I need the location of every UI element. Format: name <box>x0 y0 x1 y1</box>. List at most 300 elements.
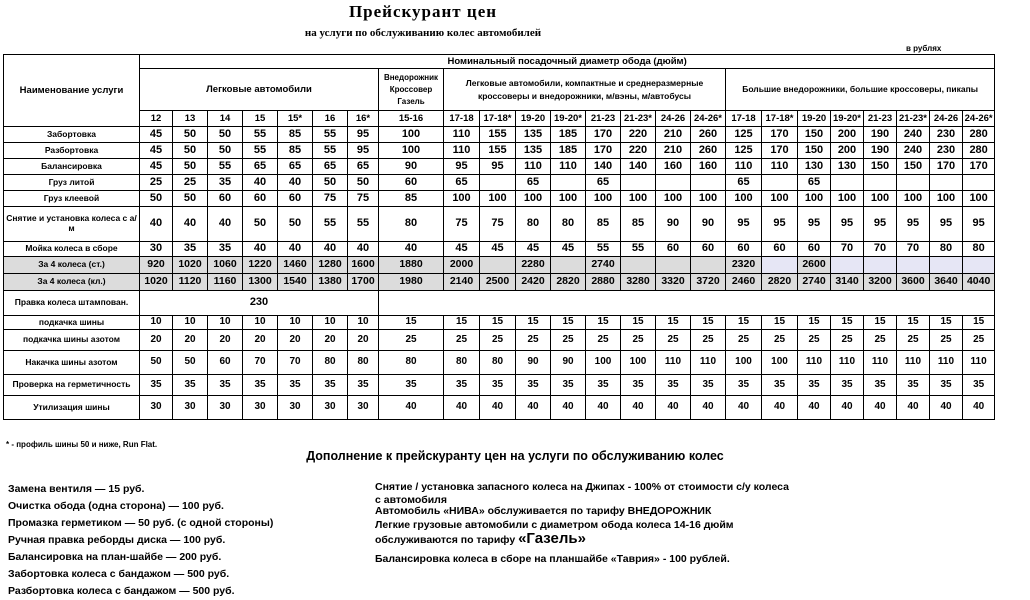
table-cell: 55 <box>621 242 656 257</box>
table-cell <box>831 257 864 274</box>
row-label: Балансировка <box>4 159 140 175</box>
table-cell: 60 <box>691 242 726 257</box>
table-cell: 1020 <box>173 257 208 274</box>
size-header-cell: 17-18* <box>480 111 516 127</box>
table-cell: 90 <box>379 159 444 175</box>
table-cell: 185 <box>551 143 586 159</box>
table-cell: 35 <box>656 375 691 396</box>
table-cell: 35 <box>444 375 480 396</box>
row-label: Утилизация шины <box>4 396 140 420</box>
table-cell: 35 <box>173 375 208 396</box>
table-row <box>4 351 995 375</box>
table-cell: 230 <box>930 127 963 143</box>
table-cell: 30 <box>208 396 243 420</box>
table-cell: 50 <box>140 351 173 375</box>
table-cell: 95 <box>897 207 930 242</box>
size-header-cell: 21-23* <box>621 111 656 127</box>
table-cell: 95 <box>444 159 480 175</box>
gazel-tariff: «Газель» <box>518 530 586 547</box>
table-cell: 100 <box>726 191 762 207</box>
table-cell: 100 <box>656 191 691 207</box>
table-cell: 130 <box>831 159 864 175</box>
table-cell: 160 <box>656 159 691 175</box>
addendum-right-list <box>375 481 795 568</box>
table-cell: 2140 <box>444 274 480 291</box>
table-cell: 1020 <box>140 274 173 291</box>
size-row <box>4 111 995 127</box>
price-table <box>3 54 995 420</box>
addendum-title: Дополнение к прейскуранту цен на услуги по обслуживанию колес <box>306 449 724 463</box>
table-cell: 20 <box>173 330 208 351</box>
table-cell <box>691 257 726 274</box>
table-cell: 40 <box>762 396 798 420</box>
table-cell: 80 <box>480 351 516 375</box>
size-header-cell: 16* <box>348 111 379 127</box>
table-cell: 95 <box>930 207 963 242</box>
page-subtitle: на услуги по обслуживанию колес автомобилей <box>304 27 542 39</box>
group-header-suv: Внедорожник Кроссовер Газель <box>379 69 444 111</box>
table-cell: 90 <box>516 351 551 375</box>
table-cell: 95 <box>762 207 798 242</box>
table-cell: 40 <box>516 396 551 420</box>
table-cell: 1220 <box>243 257 278 274</box>
table-cell: 2500 <box>480 274 516 291</box>
table-cell: 110 <box>864 351 897 375</box>
table-cell: 150 <box>798 127 831 143</box>
table-cell <box>930 175 963 191</box>
size-header-cell: 19-20 <box>516 111 551 127</box>
size-header-cell: 17-18 <box>444 111 480 127</box>
table-cell: 50 <box>173 127 208 143</box>
table-cell: 90 <box>656 207 691 242</box>
table-cell: 80 <box>379 351 444 375</box>
table-cell: 2280 <box>516 257 551 274</box>
table-cell: 20 <box>140 330 173 351</box>
table-cell: 3600 <box>897 274 930 291</box>
table-cell: 135 <box>516 143 551 159</box>
table-cell: 45 <box>480 242 516 257</box>
table-cell: 10 <box>278 316 313 330</box>
table-cell: 35 <box>930 375 963 396</box>
table-cell: 110 <box>897 351 930 375</box>
table-cell: 185 <box>551 127 586 143</box>
table-cell: 190 <box>864 143 897 159</box>
table-cell: 15 <box>516 316 551 330</box>
table-cell: 40 <box>963 396 995 420</box>
table-cell: 40 <box>444 396 480 420</box>
table-cell: 100 <box>551 191 586 207</box>
table-cell: 40 <box>278 175 313 191</box>
table-cell: 50 <box>208 127 243 143</box>
table-cell: 40 <box>551 396 586 420</box>
table-cell: 80 <box>444 351 480 375</box>
row-label: За 4 колеса (кл.) <box>4 274 140 291</box>
table-cell: 15 <box>762 316 798 330</box>
table-cell: 35 <box>586 375 621 396</box>
table-cell: 125 <box>726 143 762 159</box>
table-cell: 50 <box>173 143 208 159</box>
row-label: Правка колеса штампован. <box>4 291 140 316</box>
table-cell: 40 <box>621 396 656 420</box>
light-trucks-text: Легкие грузовые автомобили с диаметром обода колеса 14-16 дюйм обслуживаются по тарифу <box>375 519 734 546</box>
size-header-cell: 24-26 <box>930 111 963 127</box>
table-cell: 1880 <box>379 257 444 274</box>
table-cell: 75 <box>444 207 480 242</box>
row-label: Груз литой <box>4 175 140 191</box>
table-cell: 100 <box>831 191 864 207</box>
table-cell: 55 <box>313 143 348 159</box>
table-cell <box>551 175 586 191</box>
table-cell: 35 <box>516 375 551 396</box>
table-cell: 15 <box>798 316 831 330</box>
table-cell: 110 <box>798 351 831 375</box>
table-cell: 95 <box>798 207 831 242</box>
size-header-cell: 19-20 <box>798 111 831 127</box>
table-cell: 155 <box>480 127 516 143</box>
group-header-compact: Легковые автомобили, компактные и среднеразмерные кроссоверы и внедорожники, м/вэны, м/автобусы <box>444 69 726 111</box>
table-cell: 100 <box>621 191 656 207</box>
table-cell: 30 <box>243 396 278 420</box>
table-cell: 85 <box>278 143 313 159</box>
table-cell <box>656 175 691 191</box>
table-cell: 1160 <box>208 274 243 291</box>
table-cell: 15 <box>831 316 864 330</box>
stamped-value: 230 <box>140 291 379 316</box>
table-cell: 140 <box>586 159 621 175</box>
table-cell: 110 <box>516 159 551 175</box>
list-item: Замена вентиля — 15 руб. <box>8 483 145 495</box>
table-cell: 2420 <box>516 274 551 291</box>
table-cell: 170 <box>586 143 621 159</box>
list-item: Ручная правка реборды диска — 100 руб. <box>8 534 226 546</box>
group-header-cars: Легковые автомобили <box>140 69 379 111</box>
table-cell: 35 <box>963 375 995 396</box>
table-cell: 4040 <box>963 274 995 291</box>
table-cell: 90 <box>691 207 726 242</box>
row-label: Мойка колеса в сборе <box>4 242 140 257</box>
size-header-cell: 15 <box>243 111 278 127</box>
table-cell: 60 <box>762 242 798 257</box>
table-cell <box>864 257 897 274</box>
spare-wheel-note: Снятие / установка запасного колеса на Джипах - 100% от стоимости с/у колеса с автомобиля <box>375 481 789 506</box>
table-cell: 40 <box>831 396 864 420</box>
table-cell: 110 <box>551 159 586 175</box>
table-cell <box>762 175 798 191</box>
table-cell: 3320 <box>656 274 691 291</box>
table-cell: 240 <box>897 143 930 159</box>
table-cell: 2820 <box>762 274 798 291</box>
table-cell: 35 <box>243 375 278 396</box>
list-item: Промазка герметиком — 50 руб. (с одной стороны) <box>8 517 274 529</box>
row-label: Разбортовка <box>4 143 140 159</box>
row-label: подкачка шины <box>4 316 140 330</box>
table-cell: 35 <box>348 375 379 396</box>
row-label: Груз клеевой <box>4 191 140 207</box>
table-cell: 50 <box>278 207 313 242</box>
table-cell: 55 <box>243 143 278 159</box>
table-cell: 190 <box>864 127 897 143</box>
table-cell: 35 <box>208 375 243 396</box>
table-cell: 100 <box>762 191 798 207</box>
table-row <box>4 191 995 207</box>
table-cell: 110 <box>656 351 691 375</box>
table-cell: 210 <box>656 143 691 159</box>
table-cell: 135 <box>516 127 551 143</box>
table-cell: 60 <box>656 242 691 257</box>
table-cell: 25 <box>963 330 995 351</box>
table-cell: 25 <box>516 330 551 351</box>
table-cell: 80 <box>313 351 348 375</box>
row-label: подкачка шины азотом <box>4 330 140 351</box>
table-cell: 1600 <box>348 257 379 274</box>
table-cell: 40 <box>208 207 243 242</box>
table-cell: 40 <box>726 396 762 420</box>
table-cell: 2740 <box>798 274 831 291</box>
table-row <box>4 175 995 191</box>
size-header-cell: 17-18 <box>726 111 762 127</box>
table-cell: 110 <box>726 159 762 175</box>
list-item: Балансировка на план-шайбе — 200 руб. <box>8 551 222 563</box>
table-cell: 40 <box>930 396 963 420</box>
column-header-diameter: Номинальный посадочный диаметр обода (дюйм) <box>140 55 995 69</box>
table-cell: 40 <box>348 242 379 257</box>
table-row <box>4 375 995 396</box>
table-cell: 170 <box>930 159 963 175</box>
table-cell: 170 <box>586 127 621 143</box>
table-cell: 35 <box>278 375 313 396</box>
table-cell: 40 <box>173 207 208 242</box>
table-cell: 1120 <box>173 274 208 291</box>
table-row <box>4 242 995 257</box>
table-cell: 20 <box>208 330 243 351</box>
table-row <box>4 257 995 274</box>
table-cell: 100 <box>726 351 762 375</box>
table-cell: 40 <box>586 396 621 420</box>
table-cell: 80 <box>963 242 995 257</box>
table-cell: 65 <box>586 175 621 191</box>
row-label: Накачка шины азотом <box>4 351 140 375</box>
table-cell: 2600 <box>798 257 831 274</box>
table-cell: 25 <box>691 330 726 351</box>
table-cell: 95 <box>963 207 995 242</box>
table-cell: 95 <box>480 159 516 175</box>
table-cell: 3640 <box>930 274 963 291</box>
table-cell <box>831 175 864 191</box>
table-cell: 30 <box>140 242 173 257</box>
table-cell: 3140 <box>831 274 864 291</box>
table-cell: 35 <box>140 375 173 396</box>
table-cell: 65 <box>243 159 278 175</box>
table-row <box>4 207 995 242</box>
table-cell: 25 <box>831 330 864 351</box>
table-cell: 60 <box>208 351 243 375</box>
table-cell: 60 <box>278 191 313 207</box>
table-cell: 10 <box>348 316 379 330</box>
table-cell: 50 <box>140 191 173 207</box>
table-cell: 20 <box>243 330 278 351</box>
table-cell: 40 <box>313 242 348 257</box>
table-cell: 15 <box>379 316 444 330</box>
table-cell <box>963 257 995 274</box>
table-cell: 25 <box>762 330 798 351</box>
table-cell: 40 <box>379 242 444 257</box>
table-cell <box>621 257 656 274</box>
table-cell: 15 <box>444 316 480 330</box>
table-cell: 25 <box>621 330 656 351</box>
table-cell: 2820 <box>551 274 586 291</box>
size-header-cell: 15* <box>278 111 313 127</box>
table-cell: 70 <box>278 351 313 375</box>
table-cell: 100 <box>444 191 480 207</box>
size-header-cell: 13 <box>173 111 208 127</box>
table-cell: 65 <box>444 175 480 191</box>
tavria-note: Балансировка колеса в сборе на планшайбе «Таврия» - 100 рублей. <box>375 553 730 565</box>
table-cell: 100 <box>379 127 444 143</box>
table-cell: 85 <box>379 191 444 207</box>
table-cell: 35 <box>173 242 208 257</box>
table-cell: 100 <box>480 191 516 207</box>
table-cell: 25 <box>173 175 208 191</box>
table-cell: 35 <box>480 375 516 396</box>
table-cell: 80 <box>348 351 379 375</box>
table-cell: 65 <box>798 175 831 191</box>
table-row <box>4 127 995 143</box>
row-label: Проверка на герметичность <box>4 375 140 396</box>
size-header-cell: 16 <box>313 111 348 127</box>
table-cell: 55 <box>348 207 379 242</box>
row-label: Забортовка <box>4 127 140 143</box>
table-cell: 25 <box>798 330 831 351</box>
table-cell: 2740 <box>586 257 621 274</box>
table-cell: 40 <box>798 396 831 420</box>
table-cell: 35 <box>313 375 348 396</box>
table-cell <box>551 257 586 274</box>
table-cell: 40 <box>140 207 173 242</box>
table-cell: 15 <box>656 316 691 330</box>
table-cell: 110 <box>930 351 963 375</box>
table-cell: 150 <box>897 159 930 175</box>
table-row <box>4 274 995 291</box>
table-cell: 95 <box>831 207 864 242</box>
table-cell: 10 <box>208 316 243 330</box>
table-cell: 65 <box>726 175 762 191</box>
table-cell <box>864 175 897 191</box>
light-trucks-note <box>375 519 795 547</box>
table-cell: 100 <box>864 191 897 207</box>
table-cell: 40 <box>897 396 930 420</box>
table-cell: 100 <box>621 351 656 375</box>
table-cell <box>963 175 995 191</box>
table-cell: 1300 <box>243 274 278 291</box>
table-cell: 110 <box>691 351 726 375</box>
table-cell: 15 <box>586 316 621 330</box>
table-cell: 65 <box>313 159 348 175</box>
table-cell: 220 <box>621 143 656 159</box>
table-cell: 50 <box>243 207 278 242</box>
list-item: Очистка обода (одна сторона) — 100 руб. <box>8 500 224 512</box>
table-cell: 60 <box>379 175 444 191</box>
list-item: Разбортовка колеса с бандажом — 500 руб. <box>8 585 235 597</box>
table-cell: 60 <box>798 242 831 257</box>
table-cell: 170 <box>963 159 995 175</box>
table-cell: 25 <box>726 330 762 351</box>
table-cell: 25 <box>444 330 480 351</box>
table-cell: 85 <box>278 127 313 143</box>
table-cell: 1540 <box>278 274 313 291</box>
table-cell: 40 <box>243 242 278 257</box>
table-cell: 15 <box>897 316 930 330</box>
table-cell: 3200 <box>864 274 897 291</box>
table-cell: 85 <box>586 207 621 242</box>
size-header-cell: 14 <box>208 111 243 127</box>
table-cell: 75 <box>313 191 348 207</box>
table-cell: 230 <box>930 143 963 159</box>
table-cell: 15 <box>726 316 762 330</box>
table-cell <box>930 257 963 274</box>
table-cell: 40 <box>379 396 444 420</box>
table-cell: 25 <box>656 330 691 351</box>
table-cell: 30 <box>313 396 348 420</box>
table-cell: 100 <box>798 191 831 207</box>
addendum-left-list <box>8 481 273 600</box>
table-row <box>4 330 995 351</box>
table-cell: 150 <box>798 143 831 159</box>
table-cell: 1700 <box>348 274 379 291</box>
table-cell: 70 <box>897 242 930 257</box>
size-header-cell: 24-26* <box>963 111 995 127</box>
size-header-cell: 19-20* <box>551 111 586 127</box>
table-cell: 60 <box>726 242 762 257</box>
table-cell: 35 <box>208 242 243 257</box>
table-cell: 80 <box>551 207 586 242</box>
table-cell: 200 <box>831 127 864 143</box>
currency-note: в рублях <box>906 44 942 53</box>
table-cell: 1280 <box>313 257 348 274</box>
size-header-cell: 12 <box>140 111 173 127</box>
list-item: Забортовка колеса с бандажом — 500 руб. <box>8 568 230 580</box>
table-cell: 15 <box>480 316 516 330</box>
table-cell: 30 <box>278 396 313 420</box>
table-cell: 75 <box>348 191 379 207</box>
table-cell: 125 <box>726 127 762 143</box>
row-label: Снятие и установка колеса с а/м <box>4 207 140 242</box>
table-cell: 100 <box>586 191 621 207</box>
table-cell: 55 <box>313 127 348 143</box>
table-cell: 280 <box>963 127 995 143</box>
table-row <box>4 316 995 330</box>
table-cell: 30 <box>173 396 208 420</box>
table-cell: 1380 <box>313 274 348 291</box>
table-cell: 25 <box>551 330 586 351</box>
table-cell: 110 <box>444 127 480 143</box>
table-cell: 920 <box>140 257 173 274</box>
table-cell: 80 <box>516 207 551 242</box>
table-cell: 2460 <box>726 274 762 291</box>
table-cell: 50 <box>313 175 348 191</box>
table-cell: 65 <box>516 175 551 191</box>
table-cell: 2320 <box>726 257 762 274</box>
table-cell: 150 <box>864 159 897 175</box>
size-header-cell: 24-26* <box>691 111 726 127</box>
table-cell: 10 <box>173 316 208 330</box>
table-cell: 15 <box>864 316 897 330</box>
table-cell: 140 <box>621 159 656 175</box>
table-cell: 35 <box>551 375 586 396</box>
table-cell: 170 <box>762 127 798 143</box>
table-cell: 1060 <box>208 257 243 274</box>
table-cell: 65 <box>348 159 379 175</box>
table-cell: 210 <box>656 127 691 143</box>
